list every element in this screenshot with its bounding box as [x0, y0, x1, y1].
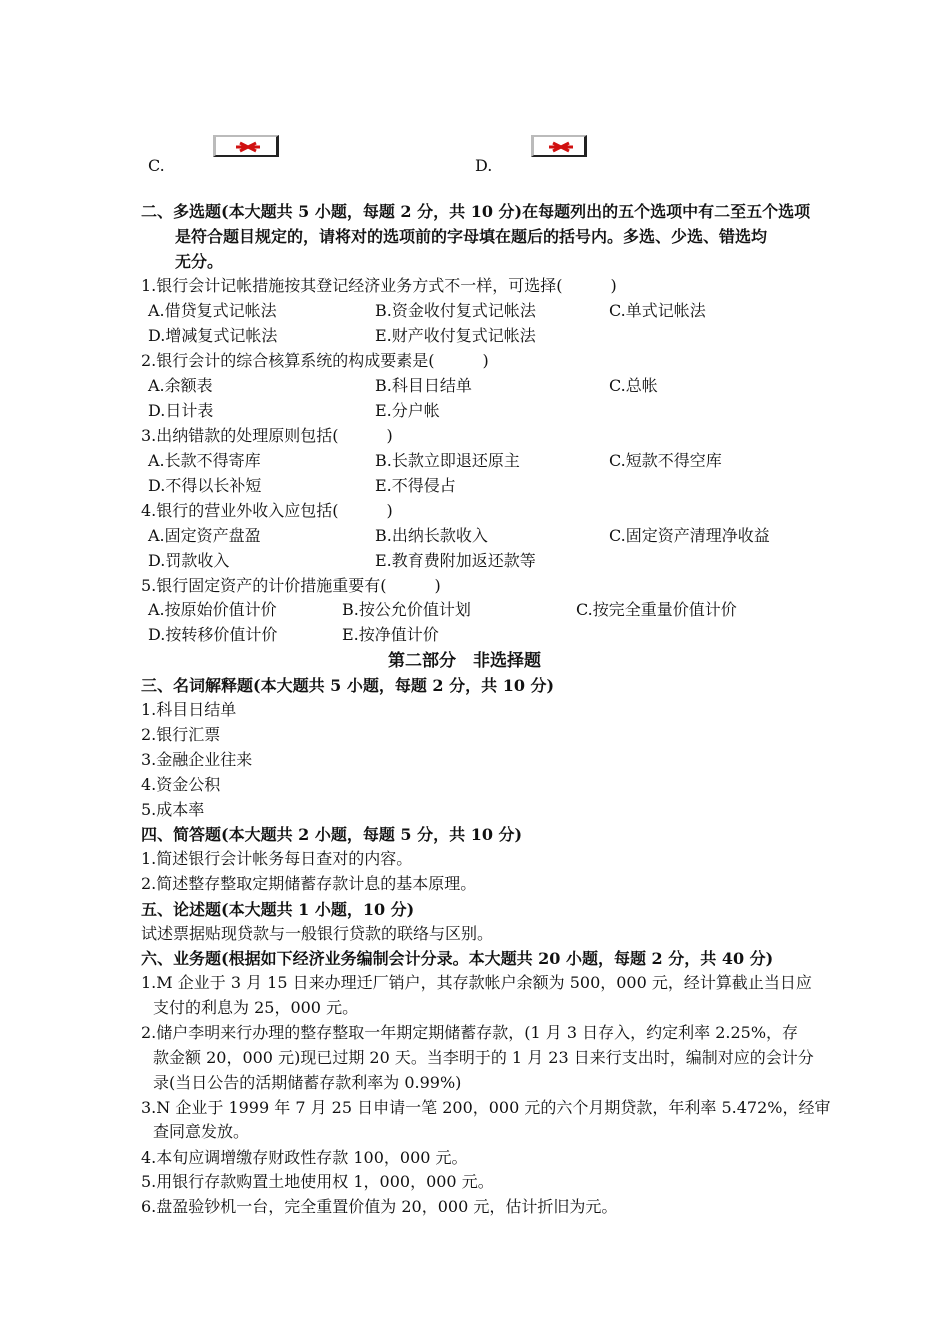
- list-item: 3.金融企业往来: [141, 750, 253, 769]
- option-d-label: D.: [475, 156, 493, 175]
- question-stem: 1.银行会计记帐措施按其登记经济业务方式不一样，可选择( ): [141, 276, 617, 295]
- section-2-heading: 二、多选题(本大题共 5 小题，每题 2 分，共 10 分)在每题列出的五个选项中有二至五个选项: [141, 202, 811, 221]
- option: C.短款不得空库: [609, 451, 722, 470]
- option: C.按完全重量价值计价: [576, 600, 737, 619]
- option: E.不得侵占: [375, 476, 456, 495]
- business-question: 录(当日公告的活期储蓄存款利率为 0.99%): [153, 1073, 462, 1092]
- list-item: 4.资金公积: [141, 775, 221, 794]
- part-2-title: 第二部分 非选择题: [388, 651, 541, 671]
- option: B.长款立即退还原主: [375, 451, 520, 470]
- question-stem: 5.银行固定资产的计价措施重要有( ): [141, 576, 441, 595]
- option: E.教育费附加返还款等: [375, 551, 536, 570]
- section-5-heading: 五、论述题(本大题共 1 小题，10 分): [141, 900, 415, 919]
- option: A.按原始价值计价: [148, 600, 277, 619]
- broken-image-d: [531, 135, 587, 157]
- option: C.总帐: [609, 376, 658, 395]
- option-c-label: C.: [148, 156, 165, 175]
- business-question: 2.储户李明来行办理的整存整取一年期定期储蓄存款，(1 月 3 日存入，约定利率 2.25%，存: [141, 1023, 799, 1042]
- option: D.增减复式记帐法: [148, 326, 278, 345]
- broken-image-icon: [234, 140, 262, 154]
- business-question: 4.本旬应调增缴存财政性存款 100，000 元。: [141, 1148, 468, 1167]
- option: A.借贷复式记帐法: [148, 301, 277, 320]
- question-stem: 4.银行的营业外收入应包括( ): [141, 501, 393, 520]
- section-2-heading: 无分。: [175, 252, 224, 271]
- section-4-heading: 四、简答题(本大题共 2 小题，每题 5 分，共 10 分): [141, 825, 523, 844]
- list-item: 2.简述整存整取定期储蓄存款计息的基本原理。: [141, 874, 477, 893]
- option: D.罚款收入: [148, 551, 230, 570]
- broken-image-icon: [547, 140, 575, 154]
- section-6-heading: 六、业务题(根据如下经济业务编制会计分录。本大题共 20 小题，每题 2 分，共 40 分): [141, 949, 774, 968]
- option: D.日计表: [148, 401, 214, 420]
- option: B.资金收付复式记帐法: [375, 301, 536, 320]
- broken-image-c: [213, 135, 279, 157]
- option: B.科目日结单: [375, 376, 472, 395]
- list-item: 试述票据贴现贷款与一般银行贷款的联络与区别。: [141, 924, 494, 943]
- option: D.按转移价值计价: [148, 625, 278, 644]
- list-item: 1.科目日结单: [141, 700, 237, 719]
- option: B.出纳长款收入: [375, 526, 488, 545]
- list-item: 5.成本率: [141, 800, 205, 819]
- option: E.财产收付复式记帐法: [375, 326, 536, 345]
- option: D.不得以长补短: [148, 476, 262, 495]
- section-3-heading: 三、名词解释题(本大题共 5 小题，每题 2 分，共 10 分): [141, 676, 555, 695]
- question-stem: 2.银行会计的综合核算系统的构成要素是( ): [141, 351, 489, 370]
- option: A.固定资产盘盈: [148, 526, 261, 545]
- question-stem: 3.出纳错款的处理原则包括( ): [141, 426, 393, 445]
- business-question: 6.盘盈验钞机一台，完全重置价值为 20，000 元，估计折旧为元。: [141, 1197, 618, 1216]
- business-question: 款金额 20，000 元)现已过期 20 天。当李明于的 1 月 23 日来行支出时，编制对应的会计分: [153, 1048, 814, 1067]
- option: E.按净值计价: [342, 625, 439, 644]
- section-2-heading: 是符合题目规定的，请将对的选项前的字母填在题后的括号内。多选、少选、错选均: [175, 227, 768, 246]
- list-item: 1.简述银行会计帐务每日查对的内容。: [141, 849, 413, 868]
- business-question: 1.M 企业于 3 月 15 日来办理迁厂销户，其存款帐户余额为 500，000 元，经计算截止当日应: [141, 973, 812, 992]
- business-question: 3.N 企业于 1999 年 7 月 25 日申请一笔 200，000 元的六个月期贷款，年利率 5.472%，经审: [141, 1098, 831, 1117]
- option: A.长款不得寄库: [148, 451, 261, 470]
- option: E.分户帐: [375, 401, 440, 420]
- business-question: 5.用银行存款购置土地使用权 1，000，000 元。: [141, 1172, 494, 1191]
- business-question: 支付的利息为 25，000 元。: [153, 998, 359, 1017]
- business-question: 查同意发放。: [153, 1122, 250, 1141]
- option: B.按公允价值计划: [342, 600, 471, 619]
- option: C.固定资产清理净收益: [609, 526, 770, 545]
- option: C.单式记帐法: [609, 301, 706, 320]
- option: A.余额表: [148, 376, 213, 395]
- list-item: 2.银行汇票: [141, 725, 221, 744]
